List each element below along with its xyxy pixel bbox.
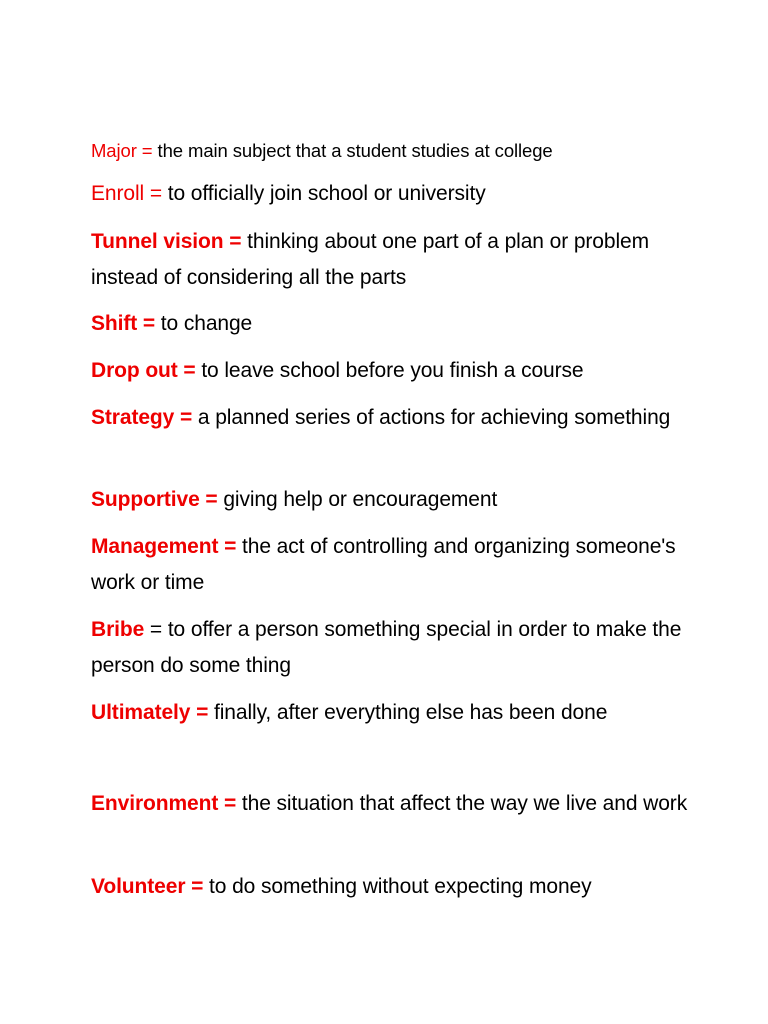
term-bribe: Bribe [91,618,145,641]
definition-ultimately: finally, after everything else has been done [208,701,608,724]
definition-supportive: giving help or encouragement [217,488,498,511]
entry-tunnel-vision [91,224,691,296]
term-tunnel-vision: Tunnel vision = [91,230,242,253]
definition-major: the main subject that a student studies at college [152,140,553,161]
definition-volunteer: to do something without expecting money [203,875,592,898]
entry-environment [91,786,691,822]
term-strategy: Strategy = [91,406,193,429]
term-shift: Shift = [91,312,156,335]
entry-volunteer [91,869,691,905]
entry-drop-out [91,353,691,389]
term-enroll: Enroll = [91,182,162,205]
entry-supportive [91,482,691,518]
term-ultimately: Ultimately = [91,701,209,724]
definition-management: the act of controlling and organizing someone's work or time [91,535,676,594]
term-major: Major = [91,140,153,161]
entry-strategy [91,400,691,436]
term-volunteer: Volunteer = [91,875,204,898]
definition-environment: the situation that affect the way we live and work [236,792,688,815]
definition-shift: to change [155,312,253,335]
entry-major [91,133,691,169]
term-environment: Environment = [91,792,237,815]
definition-bribe: = to offer a person something special in order to make the person do some thing [91,618,682,677]
definition-drop-out: to leave school before you finish a course [195,359,584,382]
term-supportive: Supportive = [91,488,218,511]
definition-enroll: to officially join school or university [162,182,486,205]
definition-tunnel-vision: thinking about one part of a plan or problem instead of considering all the parts [91,230,649,289]
entry-shift [91,306,691,342]
definition-strategy: a planned series of actions for achieving something [192,406,671,429]
entry-enroll [91,176,691,212]
entry-management [91,529,691,601]
term-management: Management = [91,535,237,558]
entry-ultimately [91,695,691,731]
entry-bribe [91,612,691,684]
term-drop-out: Drop out = [91,359,196,382]
